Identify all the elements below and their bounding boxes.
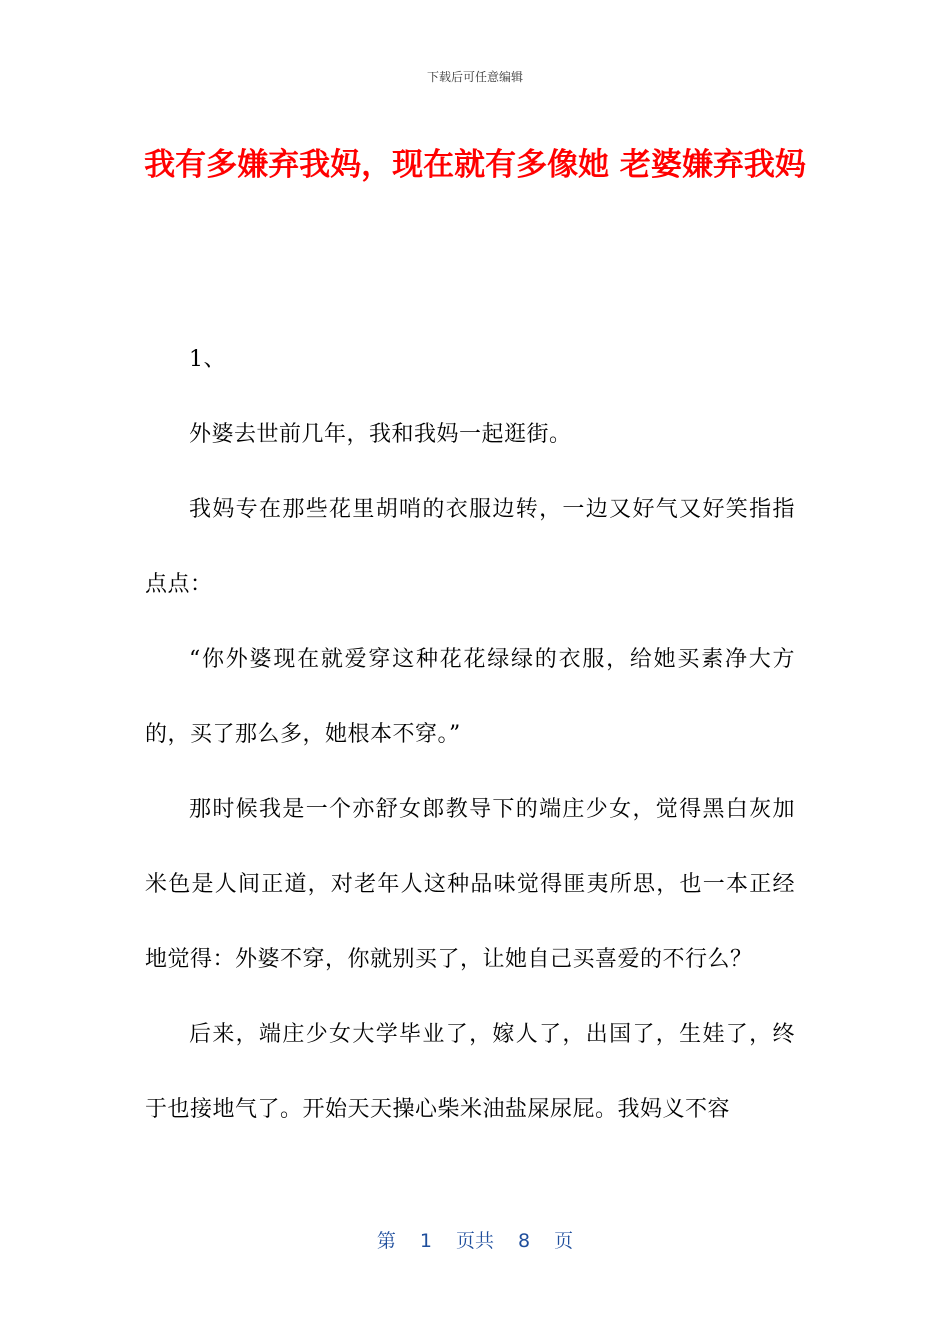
paragraph: 我妈专在那些花里胡哨的衣服边转，一边又好气又好笑指指点点： <box>145 497 795 597</box>
paragraph: “你外婆现在就爱穿这种花花绿绿的衣服，给她买素净大方的，买了那么多，她根本不穿。” <box>145 647 795 747</box>
current-page-number: 1 <box>419 1230 432 1252</box>
paragraph: 1、 <box>189 347 226 372</box>
page-prefix: 第 <box>376 1230 396 1252</box>
paragraph: 后来，端庄少女大学毕业了，嫁人了，出国了，生娃了，终于也接地气了。开始天天操心柴米油盐屎尿屁。我妈义不容 <box>145 1022 795 1122</box>
page-footer <box>0 1226 950 1253</box>
document-title: 我有多嫌弃我妈，现在就有多像她 老婆嫌弃我妈 <box>144 147 806 183</box>
page-suffix: 页 <box>554 1230 574 1252</box>
page-middle: 页共 <box>455 1230 494 1252</box>
header-note: 下载后可任意编辑 <box>426 70 523 84</box>
paragraph: 那时候我是一个亦舒女郎教导下的端庄少女，觉得黑白灰加米色是人间正道，对老年人这种品味觉得匪夷所思，也一本正经地觉得：外婆不穿，你就别买了，让她自己买喜爱的不行么？ <box>145 797 795 972</box>
paragraph: 外婆去世前几年，我和我妈一起逛街。 <box>189 422 572 447</box>
total-pages-number: 8 <box>518 1230 531 1252</box>
document-body <box>145 322 795 1147</box>
